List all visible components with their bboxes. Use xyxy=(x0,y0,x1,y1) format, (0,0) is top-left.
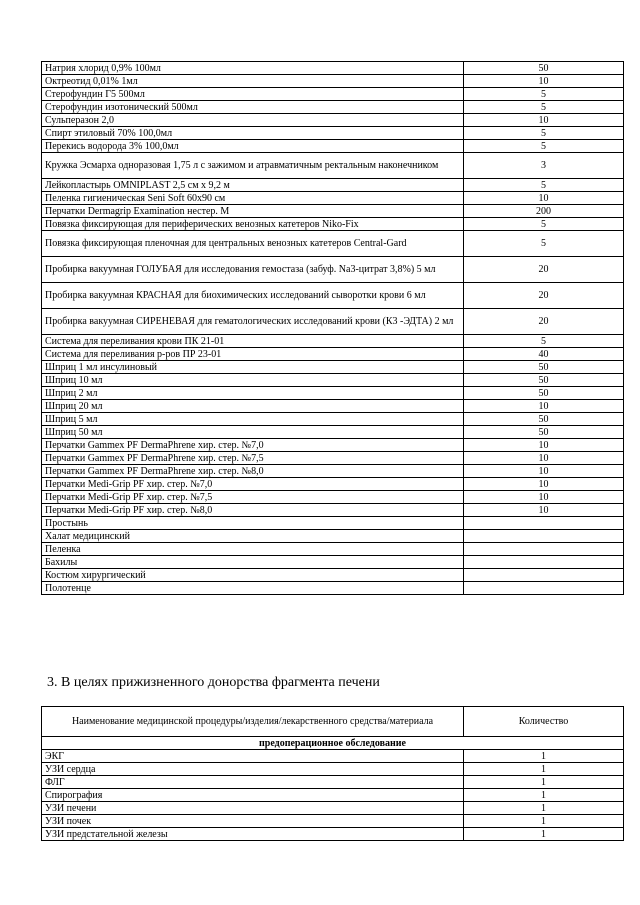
table-row xyxy=(42,478,624,491)
table-row xyxy=(42,114,624,127)
item-name: Перчатки Gammex PF DermaPhrene хир. стер. №7,5 xyxy=(42,452,464,465)
procedures-table-body xyxy=(42,737,624,841)
item-qty: 20 xyxy=(464,283,624,309)
item-name: Шприц 1 мл инсулиновый xyxy=(42,361,464,374)
table-row xyxy=(42,257,624,283)
item-name: Пробирка вакуумная ГОЛУБАЯ для исследования гемостаза (забуф. Na3-цитрат 3,8%) 5 мл xyxy=(42,257,464,283)
item-qty: 50 xyxy=(464,426,624,439)
item-name: Халат медицинский xyxy=(42,530,464,543)
procedures-table xyxy=(41,706,624,841)
item-name: Пеленка xyxy=(42,543,464,556)
item-qty: 5 xyxy=(464,127,624,140)
item-qty: 5 xyxy=(464,335,624,348)
table-row xyxy=(42,218,624,231)
item-name: Шприц 50 мл xyxy=(42,426,464,439)
table-row xyxy=(42,543,624,556)
item-name: Бахилы xyxy=(42,556,464,569)
table-row xyxy=(42,179,624,192)
table-row xyxy=(42,62,624,75)
procedure-qty: 1 xyxy=(464,750,624,763)
table-row xyxy=(42,750,624,763)
item-qty: 5 xyxy=(464,101,624,114)
procedure-name: ЭКГ xyxy=(42,750,464,763)
item-name: Пеленка гигиеническая Seni Soft 60х90 см xyxy=(42,192,464,205)
item-name: Перчатки Gammex PF DermaPhrene хир. стер. №8,0 xyxy=(42,465,464,478)
procedure-name: УЗИ почек xyxy=(42,815,464,828)
item-qty: 20 xyxy=(464,257,624,283)
item-name: Стерофундин Г5 500мл xyxy=(42,88,464,101)
item-qty: 5 xyxy=(464,88,624,101)
table-row xyxy=(42,361,624,374)
item-qty: 40 xyxy=(464,348,624,361)
table-row xyxy=(42,828,624,841)
item-name: Костюм хирургический xyxy=(42,569,464,582)
item-qty: 10 xyxy=(464,192,624,205)
procedure-qty: 1 xyxy=(464,763,624,776)
procedures-table-head xyxy=(42,707,624,737)
table-row xyxy=(42,192,624,205)
table-row xyxy=(42,309,624,335)
item-name: Шприц 2 мл xyxy=(42,387,464,400)
item-name: Лейкопластырь OMNIPLAST 2,5 см х 9,2 м xyxy=(42,179,464,192)
supplies-table xyxy=(41,61,624,595)
item-qty: 10 xyxy=(464,400,624,413)
item-name: Перекись водорода 3% 100,0мл xyxy=(42,140,464,153)
item-qty: 5 xyxy=(464,231,624,257)
procedure-qty: 1 xyxy=(464,802,624,815)
section-heading: 3. В целях прижизненного донорства фрагмента печени xyxy=(47,675,380,690)
table-row xyxy=(42,504,624,517)
table-row xyxy=(42,452,624,465)
item-qty: 50 xyxy=(464,374,624,387)
item-qty: 50 xyxy=(464,62,624,75)
item-name: Система для переливания р-ров ПР 23-01 xyxy=(42,348,464,361)
item-name: Перчатки Medi-Grip PF хир. стер. №8,0 xyxy=(42,504,464,517)
procedure-name: ФЛГ xyxy=(42,776,464,789)
procedure-qty: 1 xyxy=(464,789,624,802)
table-row xyxy=(42,335,624,348)
table-row xyxy=(42,413,624,426)
item-name: Пробирка вакуумная КРАСНАЯ для биохимических исследований сыворотки крови 6 мл xyxy=(42,283,464,309)
item-qty: 3 xyxy=(464,153,624,179)
procedure-name: Спирография xyxy=(42,789,464,802)
table-row xyxy=(42,426,624,439)
item-qty: 10 xyxy=(464,504,624,517)
item-name: Шприц 10 мл xyxy=(42,374,464,387)
item-name: Шприц 20 мл xyxy=(42,400,464,413)
table-row xyxy=(42,88,624,101)
table-row xyxy=(42,439,624,452)
table-row xyxy=(42,205,624,218)
table-row xyxy=(42,491,624,504)
item-qty xyxy=(464,530,624,543)
table-row xyxy=(42,815,624,828)
item-qty: 10 xyxy=(464,478,624,491)
item-qty: 5 xyxy=(464,140,624,153)
subheader-row xyxy=(42,737,624,750)
item-qty: 50 xyxy=(464,387,624,400)
item-name: Простынь xyxy=(42,517,464,530)
table-row xyxy=(42,387,624,400)
item-name: Кружка Эсмарха одноразовая 1,75 л с зажимом и атравматичным ректальным наконечником xyxy=(42,153,464,179)
item-qty xyxy=(464,517,624,530)
table-row xyxy=(42,465,624,478)
table-row xyxy=(42,348,624,361)
table-row xyxy=(42,763,624,776)
table-row xyxy=(42,140,624,153)
procedure-qty: 1 xyxy=(464,776,624,789)
procedure-name: УЗИ сердца xyxy=(42,763,464,776)
table-row xyxy=(42,776,624,789)
item-name: Перчатки Medi-Grip PF хир. стер. №7,0 xyxy=(42,478,464,491)
table-row xyxy=(42,153,624,179)
item-name: Натрия хлорид 0,9% 100мл xyxy=(42,62,464,75)
header-row xyxy=(42,707,624,737)
item-qty: 50 xyxy=(464,361,624,374)
item-name: Шприц 5 мл xyxy=(42,413,464,426)
procedure-name: УЗИ печени xyxy=(42,802,464,815)
item-name: Повязка фиксирующая для периферических венозных катетеров Niko-Fix xyxy=(42,218,464,231)
table-row xyxy=(42,283,624,309)
item-qty: 50 xyxy=(464,413,624,426)
supplies-table-body xyxy=(42,62,624,595)
table-row xyxy=(42,556,624,569)
item-qty: 10 xyxy=(464,452,624,465)
table-row xyxy=(42,231,624,257)
procedure-qty: 1 xyxy=(464,815,624,828)
item-qty: 200 xyxy=(464,205,624,218)
table-row xyxy=(42,400,624,413)
table-row xyxy=(42,530,624,543)
item-qty: 10 xyxy=(464,491,624,504)
item-name: Повязка фиксирующая пленочная для центральных венозных катетеров Central-Gard xyxy=(42,231,464,257)
item-name: Перчатки Dermagrip Examination нестер. М xyxy=(42,205,464,218)
item-name: Октреотид 0,01% 1мл xyxy=(42,75,464,88)
item-name: Перчатки Medi-Grip PF хир. стер. №7,5 xyxy=(42,491,464,504)
column-header-qty: Количество xyxy=(464,707,624,737)
item-qty: 5 xyxy=(464,218,624,231)
item-name: Система для переливания крови ПК 21-01 xyxy=(42,335,464,348)
item-qty xyxy=(464,569,624,582)
item-qty: 10 xyxy=(464,114,624,127)
table-row xyxy=(42,802,624,815)
item-name: Пробирка вакуумная СИРЕНЕВАЯ для гематологических исследований крови (К3 -ЭДТА) 2 мл xyxy=(42,309,464,335)
procedure-name: УЗИ предстательной железы xyxy=(42,828,464,841)
table-row xyxy=(42,517,624,530)
item-qty: 10 xyxy=(464,465,624,478)
item-name: Спирт этиловый 70% 100,0мл xyxy=(42,127,464,140)
subheader-label: предоперационное обследование xyxy=(42,737,624,750)
table-row xyxy=(42,569,624,582)
item-name: Полотенце xyxy=(42,582,464,595)
table-row xyxy=(42,789,624,802)
table-row xyxy=(42,374,624,387)
item-qty: 10 xyxy=(464,75,624,88)
item-qty: 20 xyxy=(464,309,624,335)
table-row xyxy=(42,101,624,114)
table-row xyxy=(42,127,624,140)
column-header-name: Наименование медицинской процедуры/изделия/лекарственного средства/материала xyxy=(42,707,464,737)
item-qty xyxy=(464,582,624,595)
item-qty xyxy=(464,543,624,556)
item-name: Стерофундин изотонический 500мл xyxy=(42,101,464,114)
item-name: Перчатки Gammex PF DermaPhrene хир. стер. №7,0 xyxy=(42,439,464,452)
table-row xyxy=(42,75,624,88)
procedure-qty: 1 xyxy=(464,828,624,841)
item-qty xyxy=(464,556,624,569)
item-qty: 5 xyxy=(464,179,624,192)
item-name: Сульперазон 2,0 xyxy=(42,114,464,127)
item-qty: 10 xyxy=(464,439,624,452)
table-row xyxy=(42,582,624,595)
